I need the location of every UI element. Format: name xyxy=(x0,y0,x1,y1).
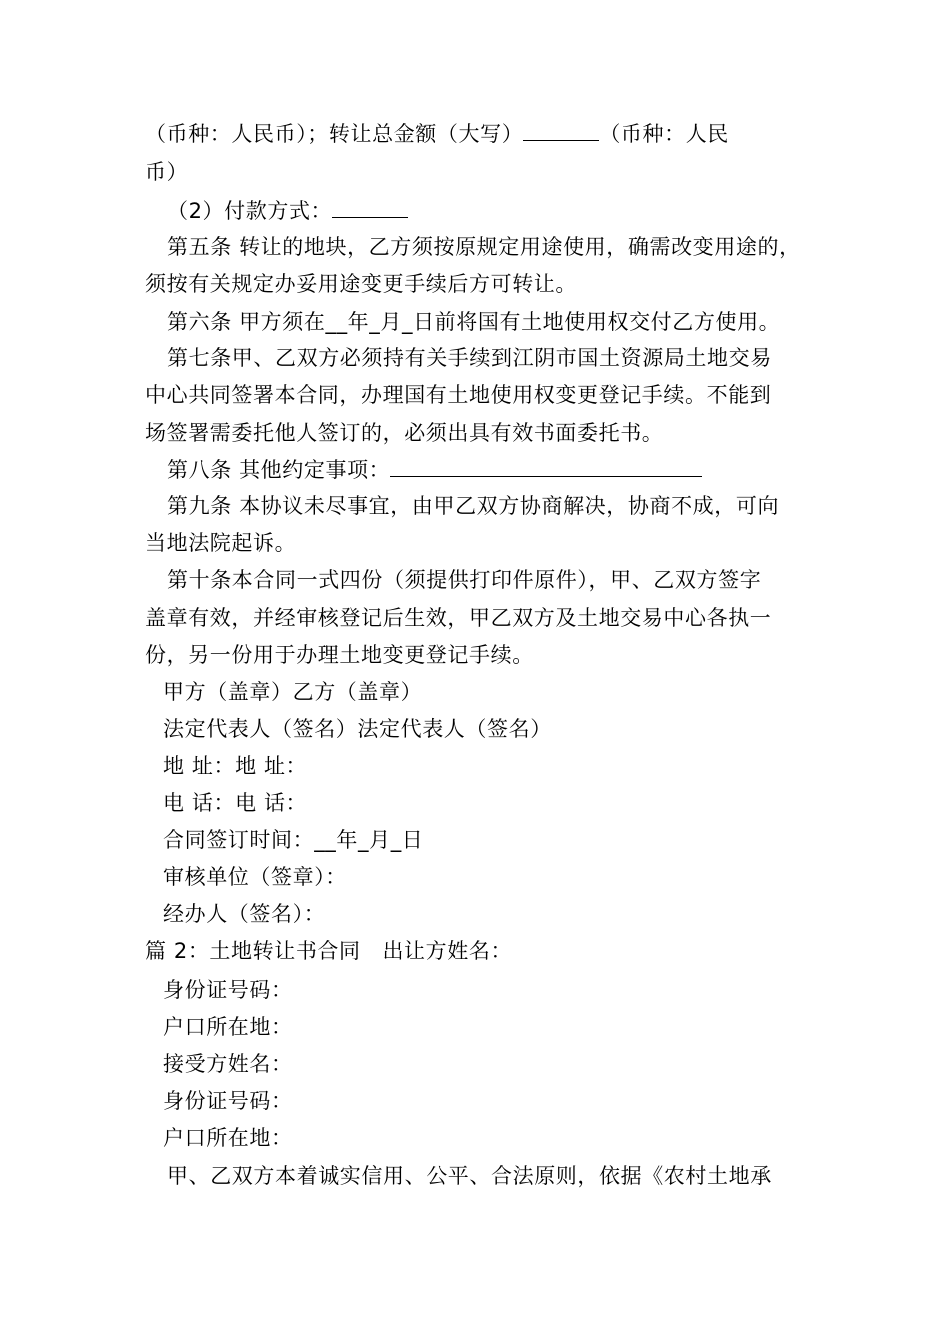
text-line: 经办人（签名）： xyxy=(163,902,326,926)
text-segment: （币种：人民 xyxy=(599,122,729,146)
text-line: 甲方（盖章）乙方（盖章） xyxy=(163,680,423,704)
text-line: 甲、乙双方本着诚实信用、公平、合法原则，依据《农村土地承 xyxy=(167,1164,772,1188)
text-line: 当地法院起诉。 xyxy=(145,531,297,555)
fill-blank xyxy=(523,120,599,141)
text-line: 地 址：地 址： xyxy=(163,754,308,778)
text-line: 接受方姓名： xyxy=(163,1052,293,1076)
text-line: 户口所在地： xyxy=(163,1126,293,1150)
text-line: 身份证号码： xyxy=(163,978,293,1002)
text-line: 身份证号码： xyxy=(163,1089,293,1113)
text-line: 中心共同签署本合同，办理国有土地使用权变更登记手续。不能到 xyxy=(145,383,772,407)
text-line: 第九条 本协议未尽事宜，由甲乙双方协商解决，协商不成，可向 xyxy=(167,494,780,518)
text-line xyxy=(167,455,702,485)
text-line: 币） xyxy=(145,160,189,184)
text-line xyxy=(167,196,408,226)
text-line: 场签署需委托他人签订的，必须出具有效书面委托书。 xyxy=(145,421,664,445)
section-heading: 篇 2：土地转让书合同 出让方姓名： xyxy=(145,939,513,963)
text-line: 法定代表人（签名）法定代表人（签名） xyxy=(163,717,552,741)
text-segment: （2）付款方式： xyxy=(167,199,333,223)
text-line: 电 话：电 话： xyxy=(163,791,308,815)
fill-blank xyxy=(332,197,408,218)
text-segment: 第八条 其他约定事项： xyxy=(167,458,391,482)
text-line: 份，另一份用于办理土地变更登记手续。 xyxy=(145,643,534,667)
text-line: 第七条甲、乙双方必须持有关手续到江阴市国土资源局土地交易 xyxy=(167,346,772,370)
text-line: 第六条 甲方须在__年_月_日前将国有土地使用权交付乙方使用。 xyxy=(167,310,781,334)
text-segment: （币种：人民币）；转让总金额（大写） xyxy=(145,122,524,146)
text-line: 第五条 转让的地块，乙方须按原规定用途使用，确需改变用途的， xyxy=(167,235,801,259)
text-line: 户口所在地： xyxy=(163,1015,293,1039)
text-line: 合同签订时间：__年_月_日 xyxy=(163,828,424,852)
fill-blank xyxy=(390,456,702,477)
text-line: 审核单位（签章）： xyxy=(163,865,347,889)
text-line: 须按有关规定办妥用途变更手续后方可转让。 xyxy=(145,272,577,296)
text-line: 第十条本合同一式四份（须提供打印件原件），甲、乙双方签字 xyxy=(167,568,762,592)
text-line xyxy=(145,119,729,149)
text-line: 盖章有效，并经审核登记后生效，甲乙双方及土地交易中心各执一 xyxy=(145,606,772,630)
